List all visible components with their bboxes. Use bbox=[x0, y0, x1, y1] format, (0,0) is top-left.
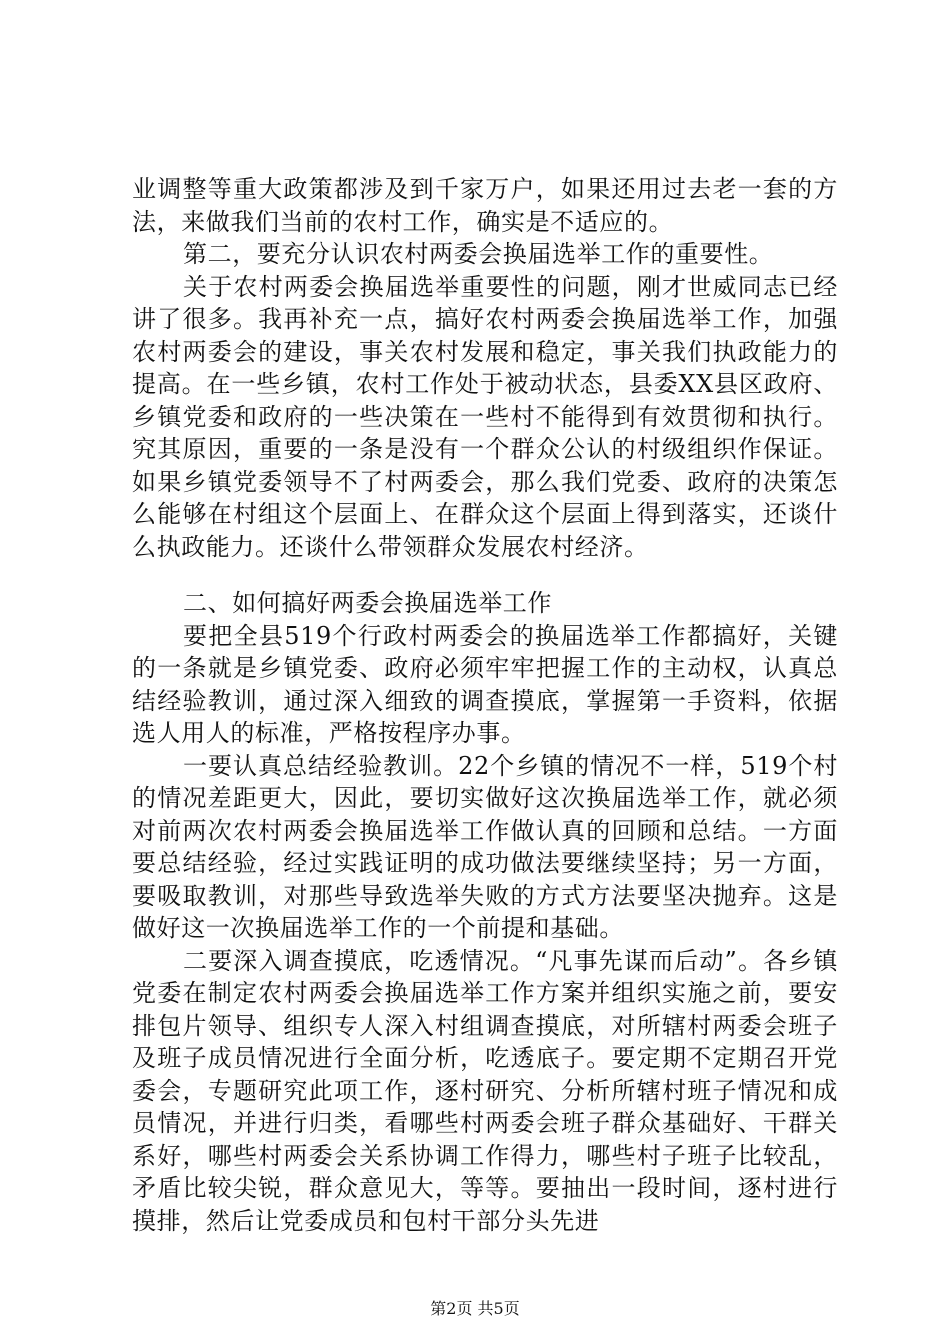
paragraph-5: 要把全县519个行政村两委会的换届选举工作都搞好，关键的一条就是乡镇党委、政府必须牢牢把握工作的主动权，认真总结经验教训，通过深入细致的调查摸底，掌握第一手资料，依据选人用人的标准，严格按程序办事。 bbox=[132, 621, 838, 747]
paragraph-1: 业调整等重大政策都涉及到千家万户，如果还用过去老一套的方法，来做我们当前的农村工作，确实是不适应的。 bbox=[132, 175, 838, 236]
section-heading: 二、如何搞好两委会换届选举工作 bbox=[183, 589, 552, 617]
paragraph-2: 第二，要充分认识农村两委会换届选举工作的重要性。 bbox=[183, 240, 774, 268]
document-body bbox=[132, 173, 838, 1237]
paragraph-7: 二要深入调查摸底，吃透情况。“凡事先谋而后动”。各乡镇党委在制定农村两委会换届选举工作方案并组织实施之前，要安排包片领导、组织专人深入村组调查摸底，对所辖村两委会班子及班子成员情况进行全面分析，吃透底子。要定期不定期召开党委会，专题研究此项工作，逐村研究、分析所辖村班子情况和成员情况，并进行归类，看哪些村两委会班子群众基础好、干群关系好，哪些村两委会关系协调工作得力，哪些村子班子比较乱，矛盾比较尖锐，群众意见大，等等。要抽出一段时间，逐村进行摸排，然后让党委成员和包村干部分头先进 bbox=[132, 946, 838, 1235]
page-footer: 第2页 共5页 bbox=[430, 1299, 520, 1318]
paragraph-6: 一要认真总结经验教训。22个乡镇的情况不一样，519个村的情况差距更大，因此，要切实做好这次换届选举工作，就必须对前两次农村两委会换届选举工作做认真的回顾和总结。一方面要总结经验，经过实践证明的成功做法要继续坚持；另一方面，要吸取教训，对那些导致选举失败的方式方法要坚决抛弃。这是做好这一次换届选举工作的一个前提和基础。 bbox=[132, 751, 838, 942]
paragraph-3: 关于农村两委会换届选举重要性的问题，刚才世威同志已经讲了很多。我再补充一点，搞好农村两委会换届选举工作，加强农村两委会的建设，事关农村发展和稳定，事关我们执政能力的提高。在一些乡镇，农村工作处于被动状态，县委XX县区政府、乡镇党委和政府的一些决策在一些村不能得到有效贯彻和执行。究其原因，重要的一条是没有一个群众公认的村级组织作保证。如果乡镇党委领导不了村两委会，那么我们党委、政府的决策怎么能够在村组这个层面上、在群众这个层面上得到落实，还谈什么执政能力。还谈什么带领群众发展农村经济。 bbox=[132, 272, 838, 561]
